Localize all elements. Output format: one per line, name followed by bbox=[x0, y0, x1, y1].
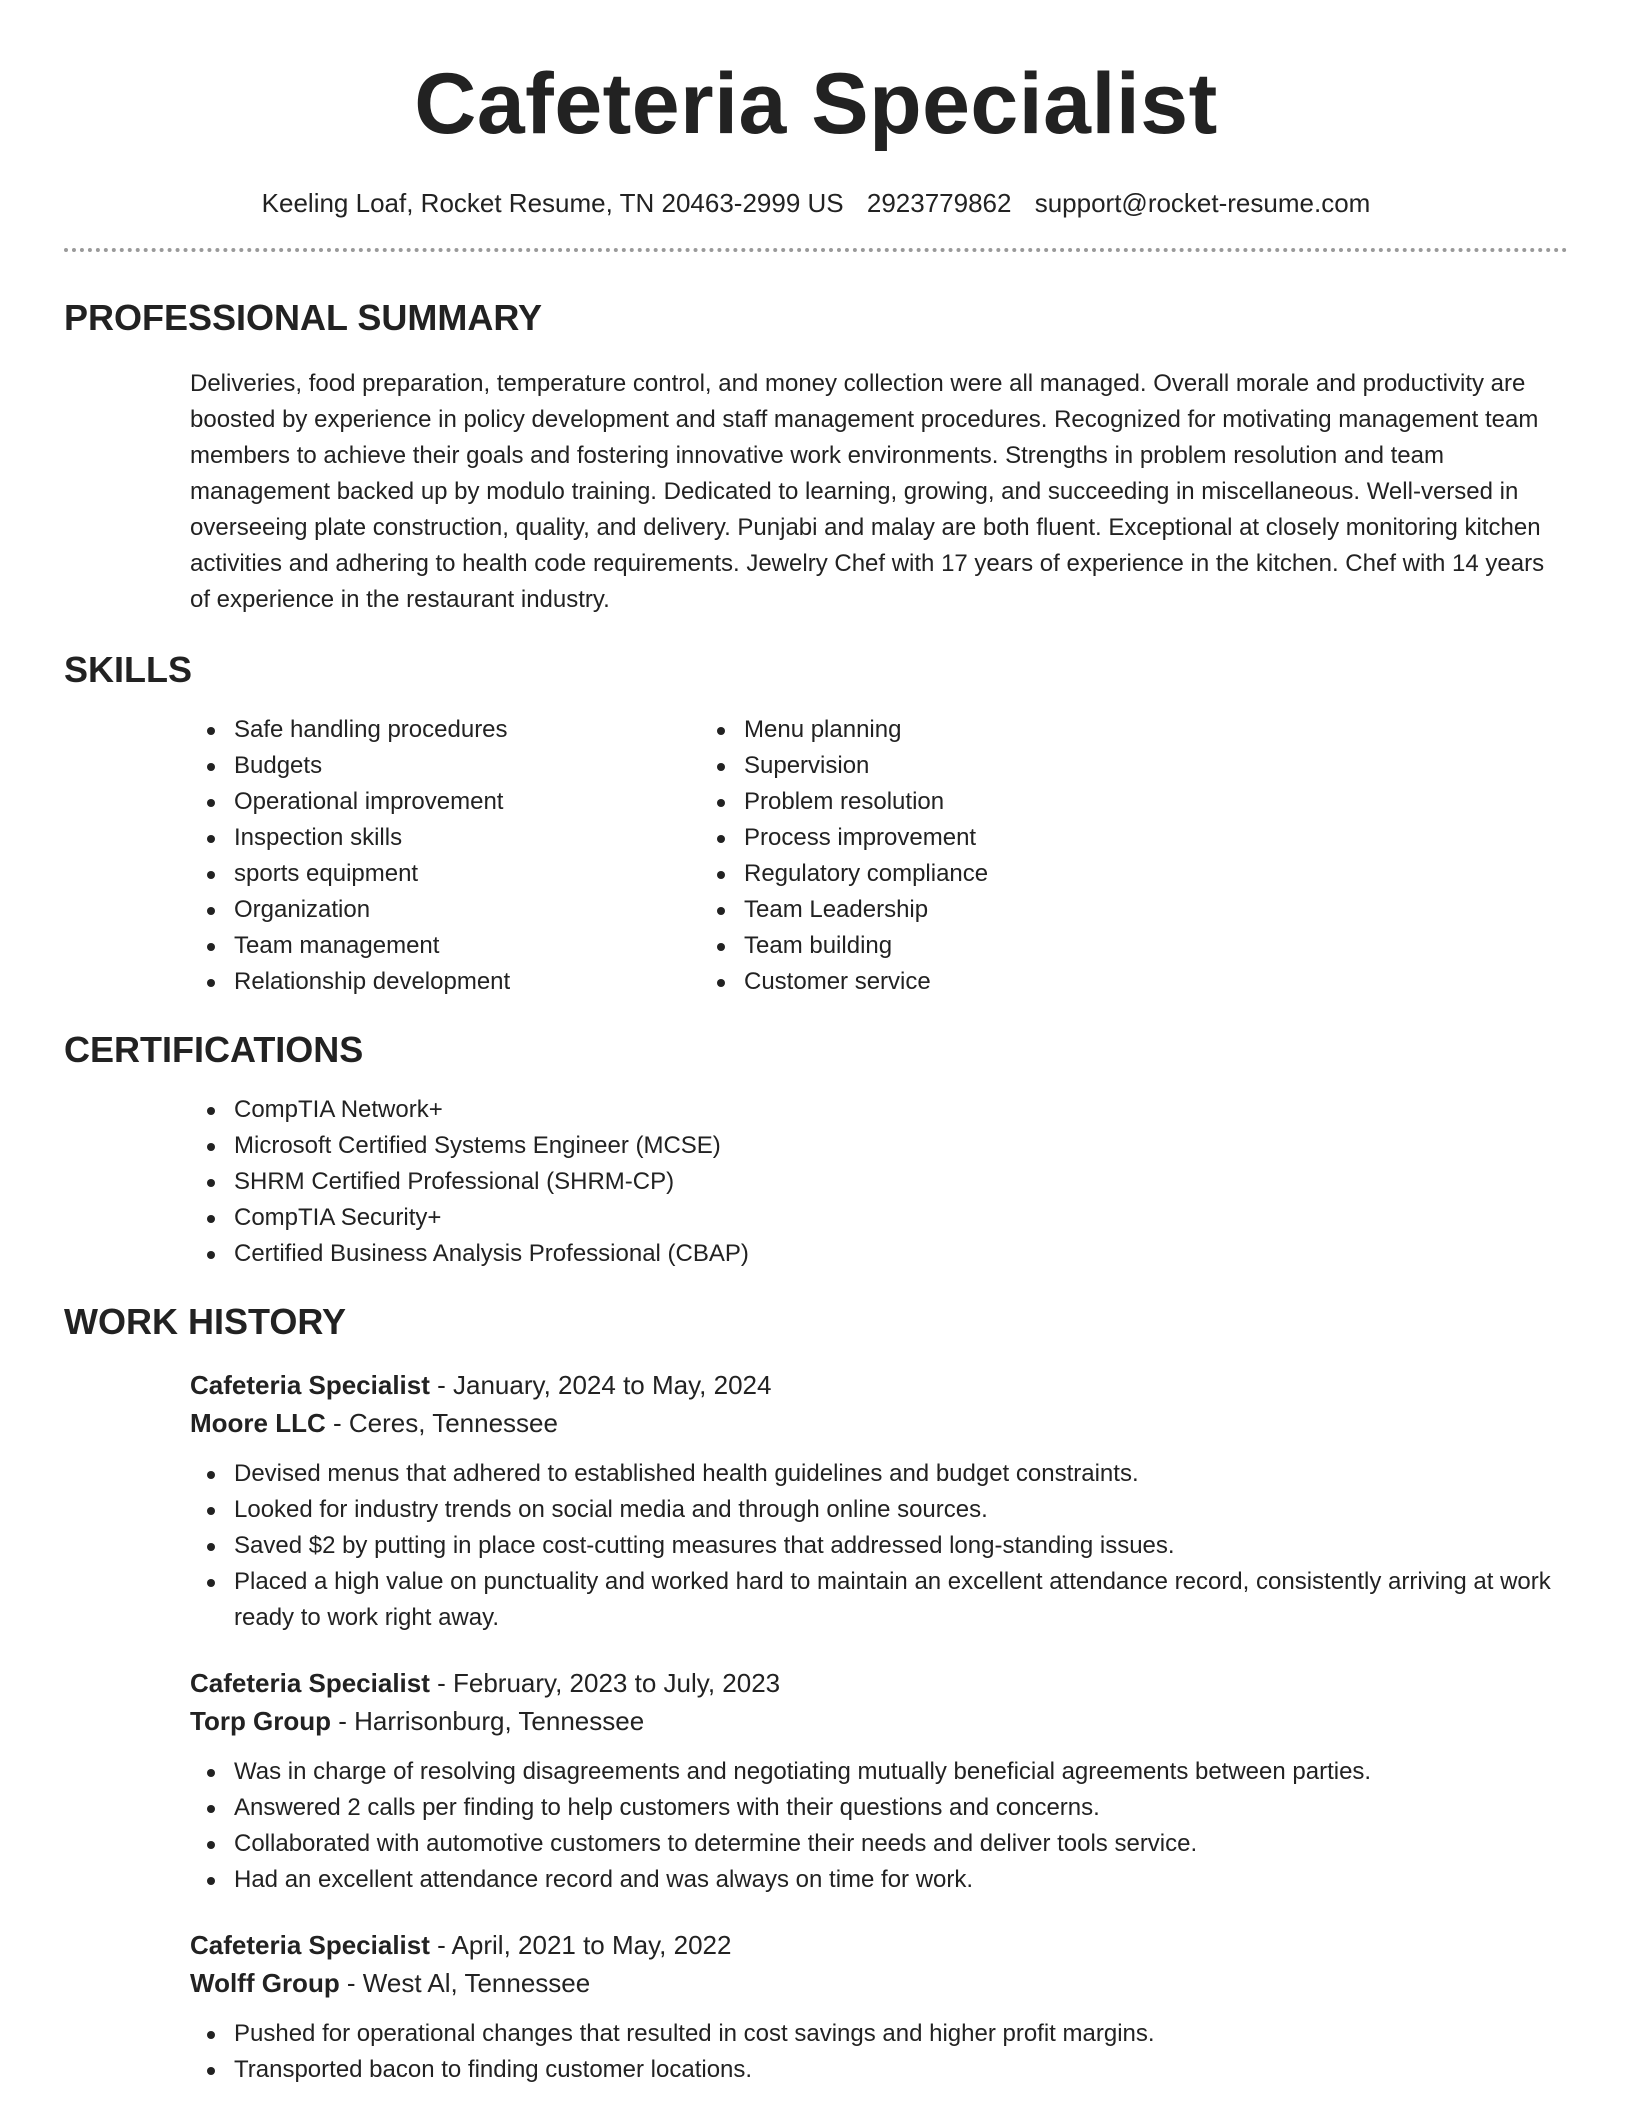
certifications-list bbox=[64, 1092, 1568, 1272]
job-title-line bbox=[190, 1664, 1568, 1702]
contact-email: support@rocket-resume.com bbox=[1034, 188, 1371, 218]
job-duty: Placed a high value on punctuality and worked hard to maintain an excellent attendance record, consistently arriving at work ready to work right away. bbox=[190, 1564, 1568, 1636]
skill-item: Inspection skills bbox=[64, 820, 744, 856]
skill-item: Team management bbox=[64, 928, 744, 964]
skill-item: Safe handling procedures bbox=[64, 712, 744, 748]
certifications-heading: CERTIFICATIONS bbox=[64, 1029, 364, 1070]
resume-page bbox=[64, 0, 1568, 2088]
job-duty: Answered 2 calls per finding to help customers with their questions and concerns. bbox=[190, 1790, 1568, 1826]
contact-line bbox=[64, 188, 1568, 218]
job-duty: Collaborated with automotive customers to determine their needs and deliver tools service. bbox=[190, 1826, 1568, 1862]
job-company-line bbox=[190, 1404, 1568, 1442]
job-role: Cafeteria Specialist bbox=[190, 1370, 430, 1400]
job-duty: Was in charge of resolving disagreements and negotiating mutually beneficial agreements between parties. bbox=[190, 1754, 1568, 1790]
skill-item: Team building bbox=[744, 928, 1424, 964]
contact-phone: 2923779862 bbox=[866, 188, 1012, 218]
certification-item: SHRM Certified Professional (SHRM-CP) bbox=[64, 1164, 1568, 1200]
work-history-heading: WORK HISTORY bbox=[64, 1301, 347, 1342]
job-duties bbox=[190, 1456, 1568, 1636]
skill-item: Budgets bbox=[64, 748, 744, 784]
job-entry bbox=[190, 1664, 1568, 1898]
skills-list bbox=[64, 712, 1568, 1000]
header-divider bbox=[64, 248, 1568, 252]
job-duty: Devised menus that adhered to established health guidelines and budget constraints. bbox=[190, 1456, 1568, 1492]
job-dates: - January, 2024 to May, 2024 bbox=[429, 1370, 772, 1400]
skills-column-left bbox=[64, 712, 744, 1000]
job-company: Moore LLC bbox=[190, 1408, 326, 1438]
skill-item: Operational improvement bbox=[64, 784, 744, 820]
job-company-line bbox=[190, 1964, 1568, 2002]
skill-item: Organization bbox=[64, 892, 744, 928]
job-company: Torp Group bbox=[190, 1706, 332, 1736]
skill-item: Relationship development bbox=[64, 964, 744, 1000]
contact-address: Keeling Loaf, Rocket Resume, TN 20463-2999 US bbox=[261, 188, 844, 218]
certification-item: Microsoft Certified Systems Engineer (MCSE) bbox=[64, 1128, 1568, 1164]
certification-item: Certified Business Analysis Professional (CBAP) bbox=[64, 1236, 1568, 1272]
skill-item: Problem resolution bbox=[744, 784, 1424, 820]
skills-heading: SKILLS bbox=[64, 649, 193, 690]
job-title-line bbox=[190, 1926, 1568, 1964]
certification-item: CompTIA Security+ bbox=[64, 1200, 1568, 1236]
job-company-line bbox=[190, 1702, 1568, 1740]
job-location: - West Al, Tennessee bbox=[339, 1968, 591, 1998]
job-company: Wolff Group bbox=[190, 1968, 340, 1998]
job-role: Cafeteria Specialist bbox=[190, 1668, 430, 1698]
job-dates: - February, 2023 to July, 2023 bbox=[429, 1668, 781, 1698]
candidate-name: Cafeteria Specialist bbox=[414, 56, 1218, 152]
skill-item: sports equipment bbox=[64, 856, 744, 892]
skills-column-right bbox=[744, 712, 1424, 1000]
job-dates: - April, 2021 to May, 2022 bbox=[429, 1930, 732, 1960]
job-duty: Looked for industry trends on social media and through online sources. bbox=[190, 1492, 1568, 1528]
job-location: - Ceres, Tennessee bbox=[325, 1408, 558, 1438]
job-entry bbox=[190, 1926, 1568, 2088]
job-duty: Transported bacon to finding customer locations. bbox=[190, 2052, 1568, 2088]
skill-item: Regulatory compliance bbox=[744, 856, 1424, 892]
job-duties bbox=[190, 2016, 1568, 2088]
skill-item: Supervision bbox=[744, 748, 1424, 784]
job-duties bbox=[190, 1754, 1568, 1898]
skill-item: Team Leadership bbox=[744, 892, 1424, 928]
summary-heading: PROFESSIONAL SUMMARY bbox=[64, 297, 543, 338]
skill-item: Menu planning bbox=[744, 712, 1424, 748]
job-title-line bbox=[190, 1366, 1568, 1404]
summary-text: Deliveries, food preparation, temperature control, and money collection were all managed. Overall morale and productivity are boosted by experience in policy development and staff management procedures. Recognized for motivating management team members to achieve their goals and fostering innovative work environments. Strengths in problem resolution and team management backed up by modulo training. Dedicated to learning, growing, and succeeding in miscellaneous. Well-versed in overseeing plate construction, quality, and delivery. Punjabi and malay are both fluent. Exceptional at closely monitoring kitchen activities and adhering to health code requirements. Jewelry Chef with 17 years of experience in the kitchen. Chef with 14 years of experience in the restaurant industry. bbox=[190, 370, 1545, 613]
job-duty: Had an excellent attendance record and was always on time for work. bbox=[190, 1862, 1568, 1898]
skill-item: Customer service bbox=[744, 964, 1424, 1000]
job-duty: Saved $2 by putting in place cost-cutting measures that addressed long-standing issues. bbox=[190, 1528, 1568, 1564]
job-location: - Harrisonburg, Tennessee bbox=[331, 1706, 645, 1736]
job-duty: Pushed for operational changes that resulted in cost savings and higher profit margins. bbox=[190, 2016, 1568, 2052]
skill-item: Process improvement bbox=[744, 820, 1424, 856]
job-role: Cafeteria Specialist bbox=[190, 1930, 430, 1960]
certification-item: CompTIA Network+ bbox=[64, 1092, 1568, 1128]
job-entry bbox=[190, 1366, 1568, 1636]
